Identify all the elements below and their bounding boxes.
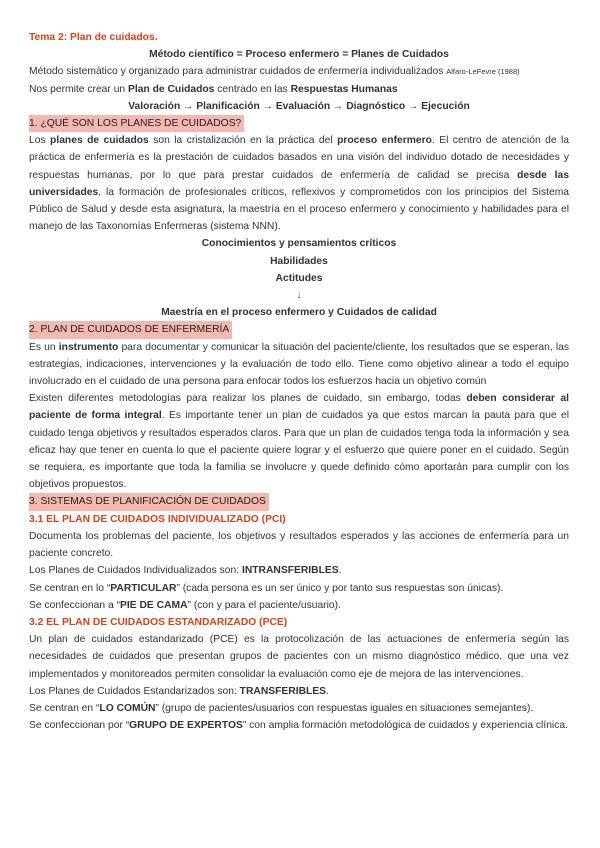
pci-paragraph-4: Se confeccionan a “PIE DE CAMA” (con y para el paciente/usuario).: [29, 599, 341, 611]
method-formula: Método científico = Proceso enfermero = Planes de Cuidados: [149, 49, 449, 61]
down-arrow-icon: ↓: [296, 290, 302, 302]
pci-paragraph-3: Se centran en lo “PARTICULAR” (cada persona es un ser único y por tanto sus respuestas son únicas).: [29, 582, 504, 594]
section-2-paragraph-2: Existen diferentes metodologías para realizar los planes de cuidado, sin embargo, todas deben considerar al paciente de forma integral. Es importante tener un plan de cuidados ya que estos marcan la pauta para que el cuidado tenga objetivos y resultados esperados claros. Para que un plan de cuidados tenga toda la información y sea eficaz hay que tener en cuenta lo que el paciente quiere lograr y el esfuerzo que quiere poner en el cuidado. Según se requiera, es importante que toda la familia se involucre y quede definido cómo aportarán para cumplir con los objetivos propuestos.: [29, 393, 569, 491]
competence-skills: Habilidades: [270, 255, 328, 267]
section-2-heading: 2. PLAN DE CUIDADOS DE ENFERMERÍA: [29, 321, 569, 338]
process-steps: Valoración → Planificación → Evaluación → Diagnóstico → Ejecución: [128, 100, 470, 112]
pci-paragraph-1: Documenta los problemas del paciente, los objetivos y resultados esperados y las acciones de enfermería para un paciente concreto.: [29, 530, 569, 560]
method-definition: [29, 63, 569, 80]
pce-paragraph-4: Se confeccionan por “GRUPO DE EXPERTOS” con amplia formación metodológica de cuidados y experiencia clínica.: [29, 720, 568, 732]
pce-paragraph-3: Se centran en “LO COMÚN” (grupo de pacientes/usuarios con respuestas iguales en situaciones semejantes).: [29, 702, 534, 714]
section-1-heading: 1. ¿QUÉ SON LOS PLANES DE CUIDADOS?: [29, 115, 569, 132]
pce-paragraph-1: Un plan de cuidados estandarizado (PCE) es la protocolización de las actuaciones de enfermería según las necesidades de cuidados que presentan grupos de pacientes con un mismo diagnóstico médico, que una vez implementados y monitoreados permiten consolidar la evaluación como eje de mejora de las intervenciones.: [29, 634, 569, 680]
section-3-heading: 3. SISTEMAS DE PLANIFICACIÓN DE CUIDADOS: [29, 493, 569, 510]
section-1-paragraph: Los planes de cuidados son la cristalización en la práctica del proceso enfermero. El centro de atención de la práctica de enfermería es la prestación de cuidados basados en una visión del individuo dotado de necesidades y respuestas humanas, por lo que para prestar cuidados de enfermería de calidad se precisa desde las universidades, la formación de profesionales críticos, reflexivos y comprometidos con los principios del Sistema Público de Salud y desde esta asignatura, la maestría en el proceso enfermero y conocimiento y habilidades para el manejo de las Taxonomías Enfermeras (sistema NNN).: [29, 135, 570, 233]
competence-knowledge: Conocimientos y pensamientos críticos: [201, 238, 397, 250]
plan-purpose: Nos permite crear un Plan de Cuidados centrado en las Respuestas Humanas: [29, 83, 398, 95]
competence-result: Maestría en el proceso enfermero y Cuidados de calidad: [161, 307, 437, 319]
pci-paragraph-2: Los Planes de Cuidados Individualizados son: INTRANSFERIBLES.: [29, 565, 342, 577]
pci-heading: 3.1 EL PLAN DE CUIDADOS INDIVIDUALIZADO (PCI): [29, 513, 286, 525]
pce-heading: 3.2 EL PLAN DE CUIDADOS ESTANDARIZADO (PCE): [29, 616, 288, 628]
pce-paragraph-2: Los Planes de Cuidados Estandarizados son: TRANSFERIBLES.: [29, 685, 329, 697]
competence-attitudes: Actitudes: [275, 272, 323, 284]
method-definition-reference: Alfaro-LeFevre (1988): [446, 67, 520, 77]
document-title: Tema 2: Plan de cuidados.: [29, 32, 158, 43]
method-definition-text: Método sistemático y organizado para administrar cuidados de enfermería individualizados: [29, 66, 444, 78]
section-2-paragraph-1: Es un instrumento para documentar y comunicar la situación del paciente/cliente, los resultados que se esperan, las estrategias, indicaciones, intervenciones y la evaluación de todo ello. Tiene como objetivo alinear a todo el equipo involucrado en el cuidado de una persona para enfocar todos los esfuerzos hacia un objetivo común: [29, 341, 569, 388]
